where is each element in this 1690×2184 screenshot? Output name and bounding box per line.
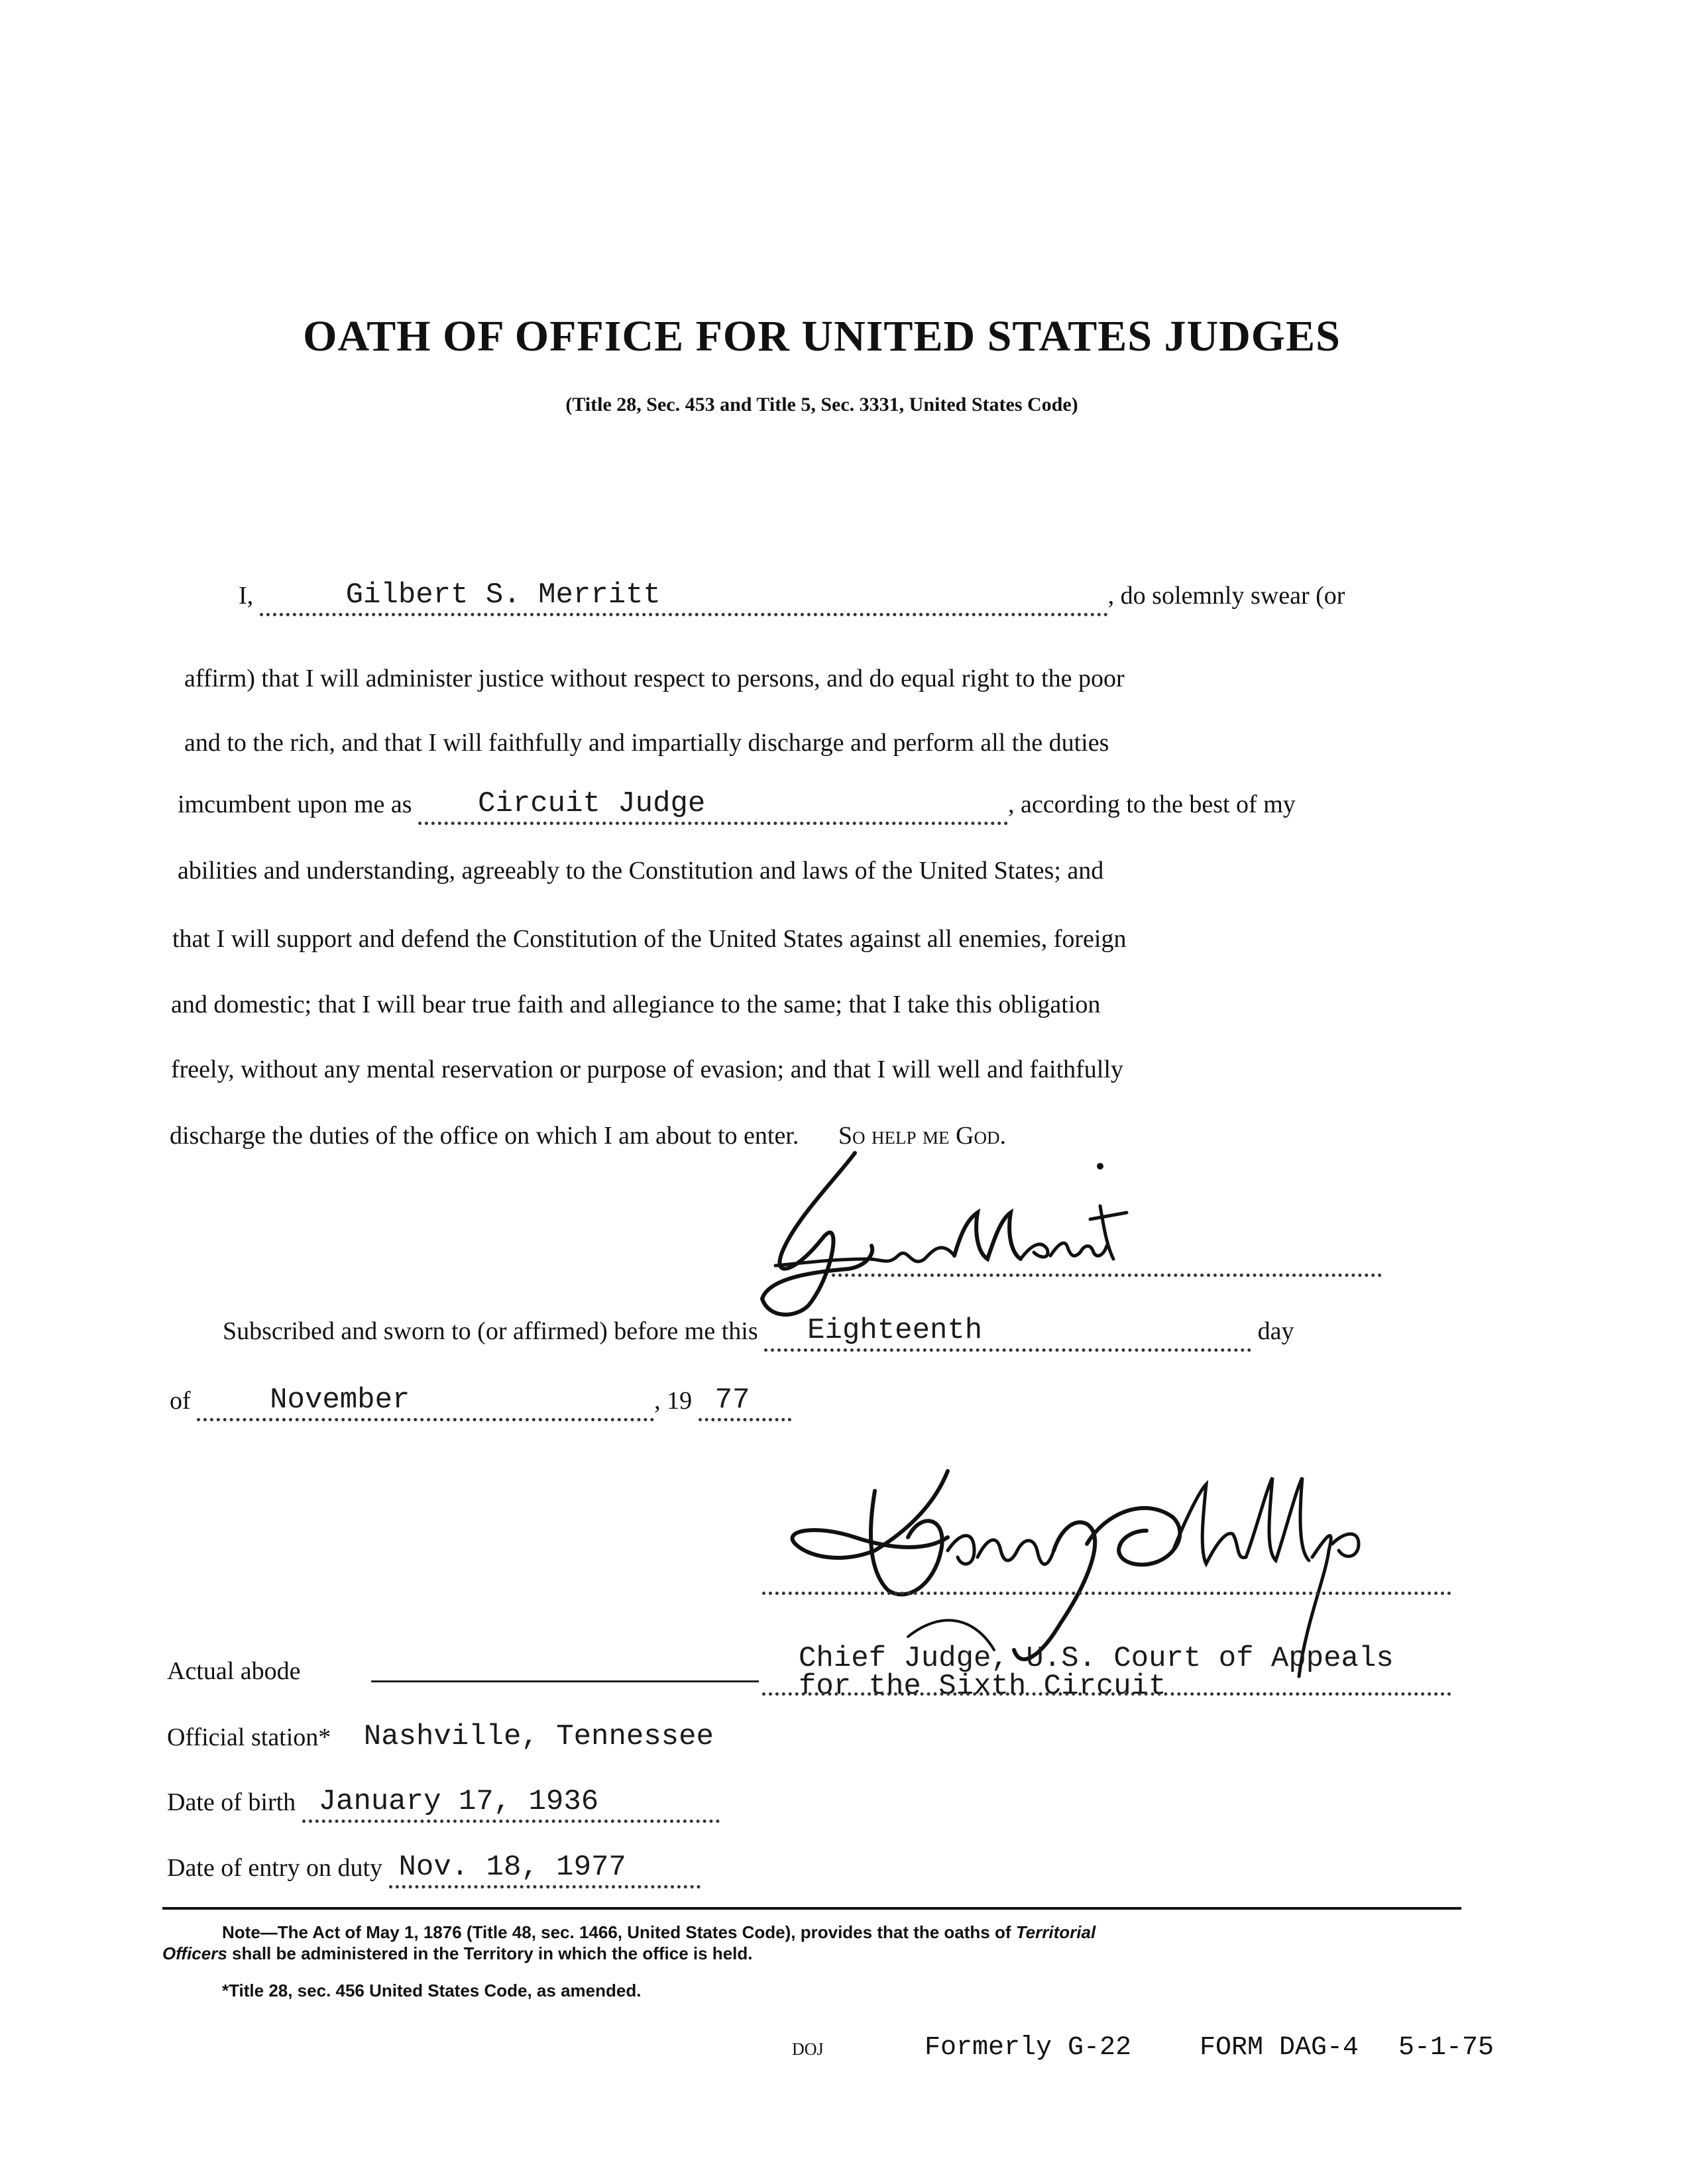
- day-value: Eighteenth: [807, 1314, 983, 1347]
- abode-row: [167, 1657, 301, 1686]
- footer-form: FORM DAG-4: [1200, 2033, 1359, 2063]
- officer-title-line-2: for the Sixth Circuit: [799, 1670, 1166, 1703]
- oath-line1-suffix: , do solemnly swear (or: [1107, 582, 1345, 610]
- judge-signature-line: [832, 1272, 1382, 1277]
- notes-divider: [162, 1907, 1461, 1910]
- note-2: *Title 28, sec. 456 United States Code, as amended.: [222, 1981, 642, 2000]
- judge-signature: [756, 1140, 1127, 1338]
- officer-title-line: [762, 1691, 1451, 1696]
- station-label: Official station: [167, 1723, 319, 1751]
- footer-date: 5-1-75: [1398, 2033, 1494, 2063]
- year-prefix: , 19: [654, 1387, 693, 1415]
- birth-label: Date of birth: [167, 1788, 296, 1816]
- footer-doj: DOJ: [792, 2040, 824, 2059]
- oath-line-5: abilities and understanding, agreeably to the Constitution and laws of the United States; and: [178, 857, 1104, 885]
- station-value: Nashville, Tennessee: [363, 1720, 714, 1753]
- judge-signature-graphic: [756, 1140, 1127, 1338]
- oath-line-6: that I will support and defend the Constitution of the United States against all enemies, foreign: [172, 925, 1127, 953]
- year-value: 77: [714, 1384, 750, 1417]
- note-1-rest: shall be administered in the Territory in which the office is held.: [232, 1943, 753, 1963]
- name-field: [260, 580, 1108, 616]
- oath-line9-text: discharge the duties of the office on which I am about to enter.: [170, 1122, 799, 1150]
- note-1: [162, 1922, 1461, 1964]
- abode-label: Actual abode: [167, 1657, 301, 1685]
- note-1-emph-territorial: Territorial: [1015, 1922, 1096, 1942]
- birth-value: January 17, 1936: [318, 1785, 599, 1818]
- oath-line4-suffix: , according to the best of my: [1008, 791, 1296, 818]
- entry-value: Nov. 18, 1977: [398, 1851, 626, 1884]
- oath-closing: So help me God.: [838, 1122, 1006, 1150]
- oath-prefix: I,: [239, 582, 254, 610]
- oath-line-4: [178, 789, 1296, 825]
- oath-line-7: and domestic; that I will bear true faith and allegiance to the same; that I take this obligation: [171, 991, 1101, 1018]
- entry-field: [389, 1852, 701, 1888]
- officer-title-line-1: Chief Judge, U.S. Court of Appeals: [799, 1642, 1394, 1675]
- day-field: [764, 1315, 1251, 1352]
- document-subtitle: (Title 28, Sec. 453 and Title 5, Sec. 3331, United States Code): [565, 394, 1078, 415]
- oath-line-3: and to the rich, and that I will faithfully and impartially discharge and perform all the duties: [184, 729, 1109, 757]
- name-value: Gilbert S. Merritt: [345, 578, 661, 612]
- note-1-emph-officers: Officers: [162, 1943, 227, 1963]
- officer-signature-line: [762, 1590, 1451, 1595]
- month-value: November: [270, 1384, 410, 1417]
- oath-line-8: freely, without any mental reservation or purpose of evasion; and that I will well and faithfully: [171, 1056, 1123, 1083]
- year-field: [699, 1385, 791, 1421]
- position-field: [418, 789, 1008, 825]
- position-value: Circuit Judge: [478, 787, 706, 820]
- footer-formerly: Formerly G-22: [925, 2033, 1132, 2063]
- station-row: [167, 1721, 768, 1758]
- sworn-line-2: [170, 1385, 791, 1421]
- birth-row: [167, 1786, 720, 1823]
- oath-line4-prefix: imcumbent upon me as: [178, 791, 412, 818]
- month-field: [197, 1385, 654, 1421]
- station-field: [337, 1721, 768, 1758]
- birth-field: [302, 1786, 720, 1823]
- abode-field: [371, 1680, 759, 1682]
- entry-label: Date of entry on duty: [167, 1854, 383, 1882]
- document-title: OATH OF OFFICE FOR UNITED STATES JUDGES: [303, 312, 1341, 360]
- oath-line-1: [239, 580, 1345, 616]
- note-1-lead: Note—The Act of May 1, 1876 (Title 48, sec. 1466, United States Code), provides that the oaths of: [222, 1922, 1011, 1942]
- day-suffix: day: [1257, 1317, 1294, 1345]
- sworn-line-1: [223, 1315, 1294, 1352]
- of-label: of: [170, 1387, 191, 1415]
- oath-line-2: affirm) that I will administer justice without respect to persons, and do equal right to the poor: [184, 665, 1125, 692]
- entry-row: [167, 1852, 701, 1888]
- sworn-prefix: Subscribed and sworn to (or affirmed) before me this: [223, 1317, 758, 1345]
- station-footnote-marker: *: [318, 1723, 331, 1751]
